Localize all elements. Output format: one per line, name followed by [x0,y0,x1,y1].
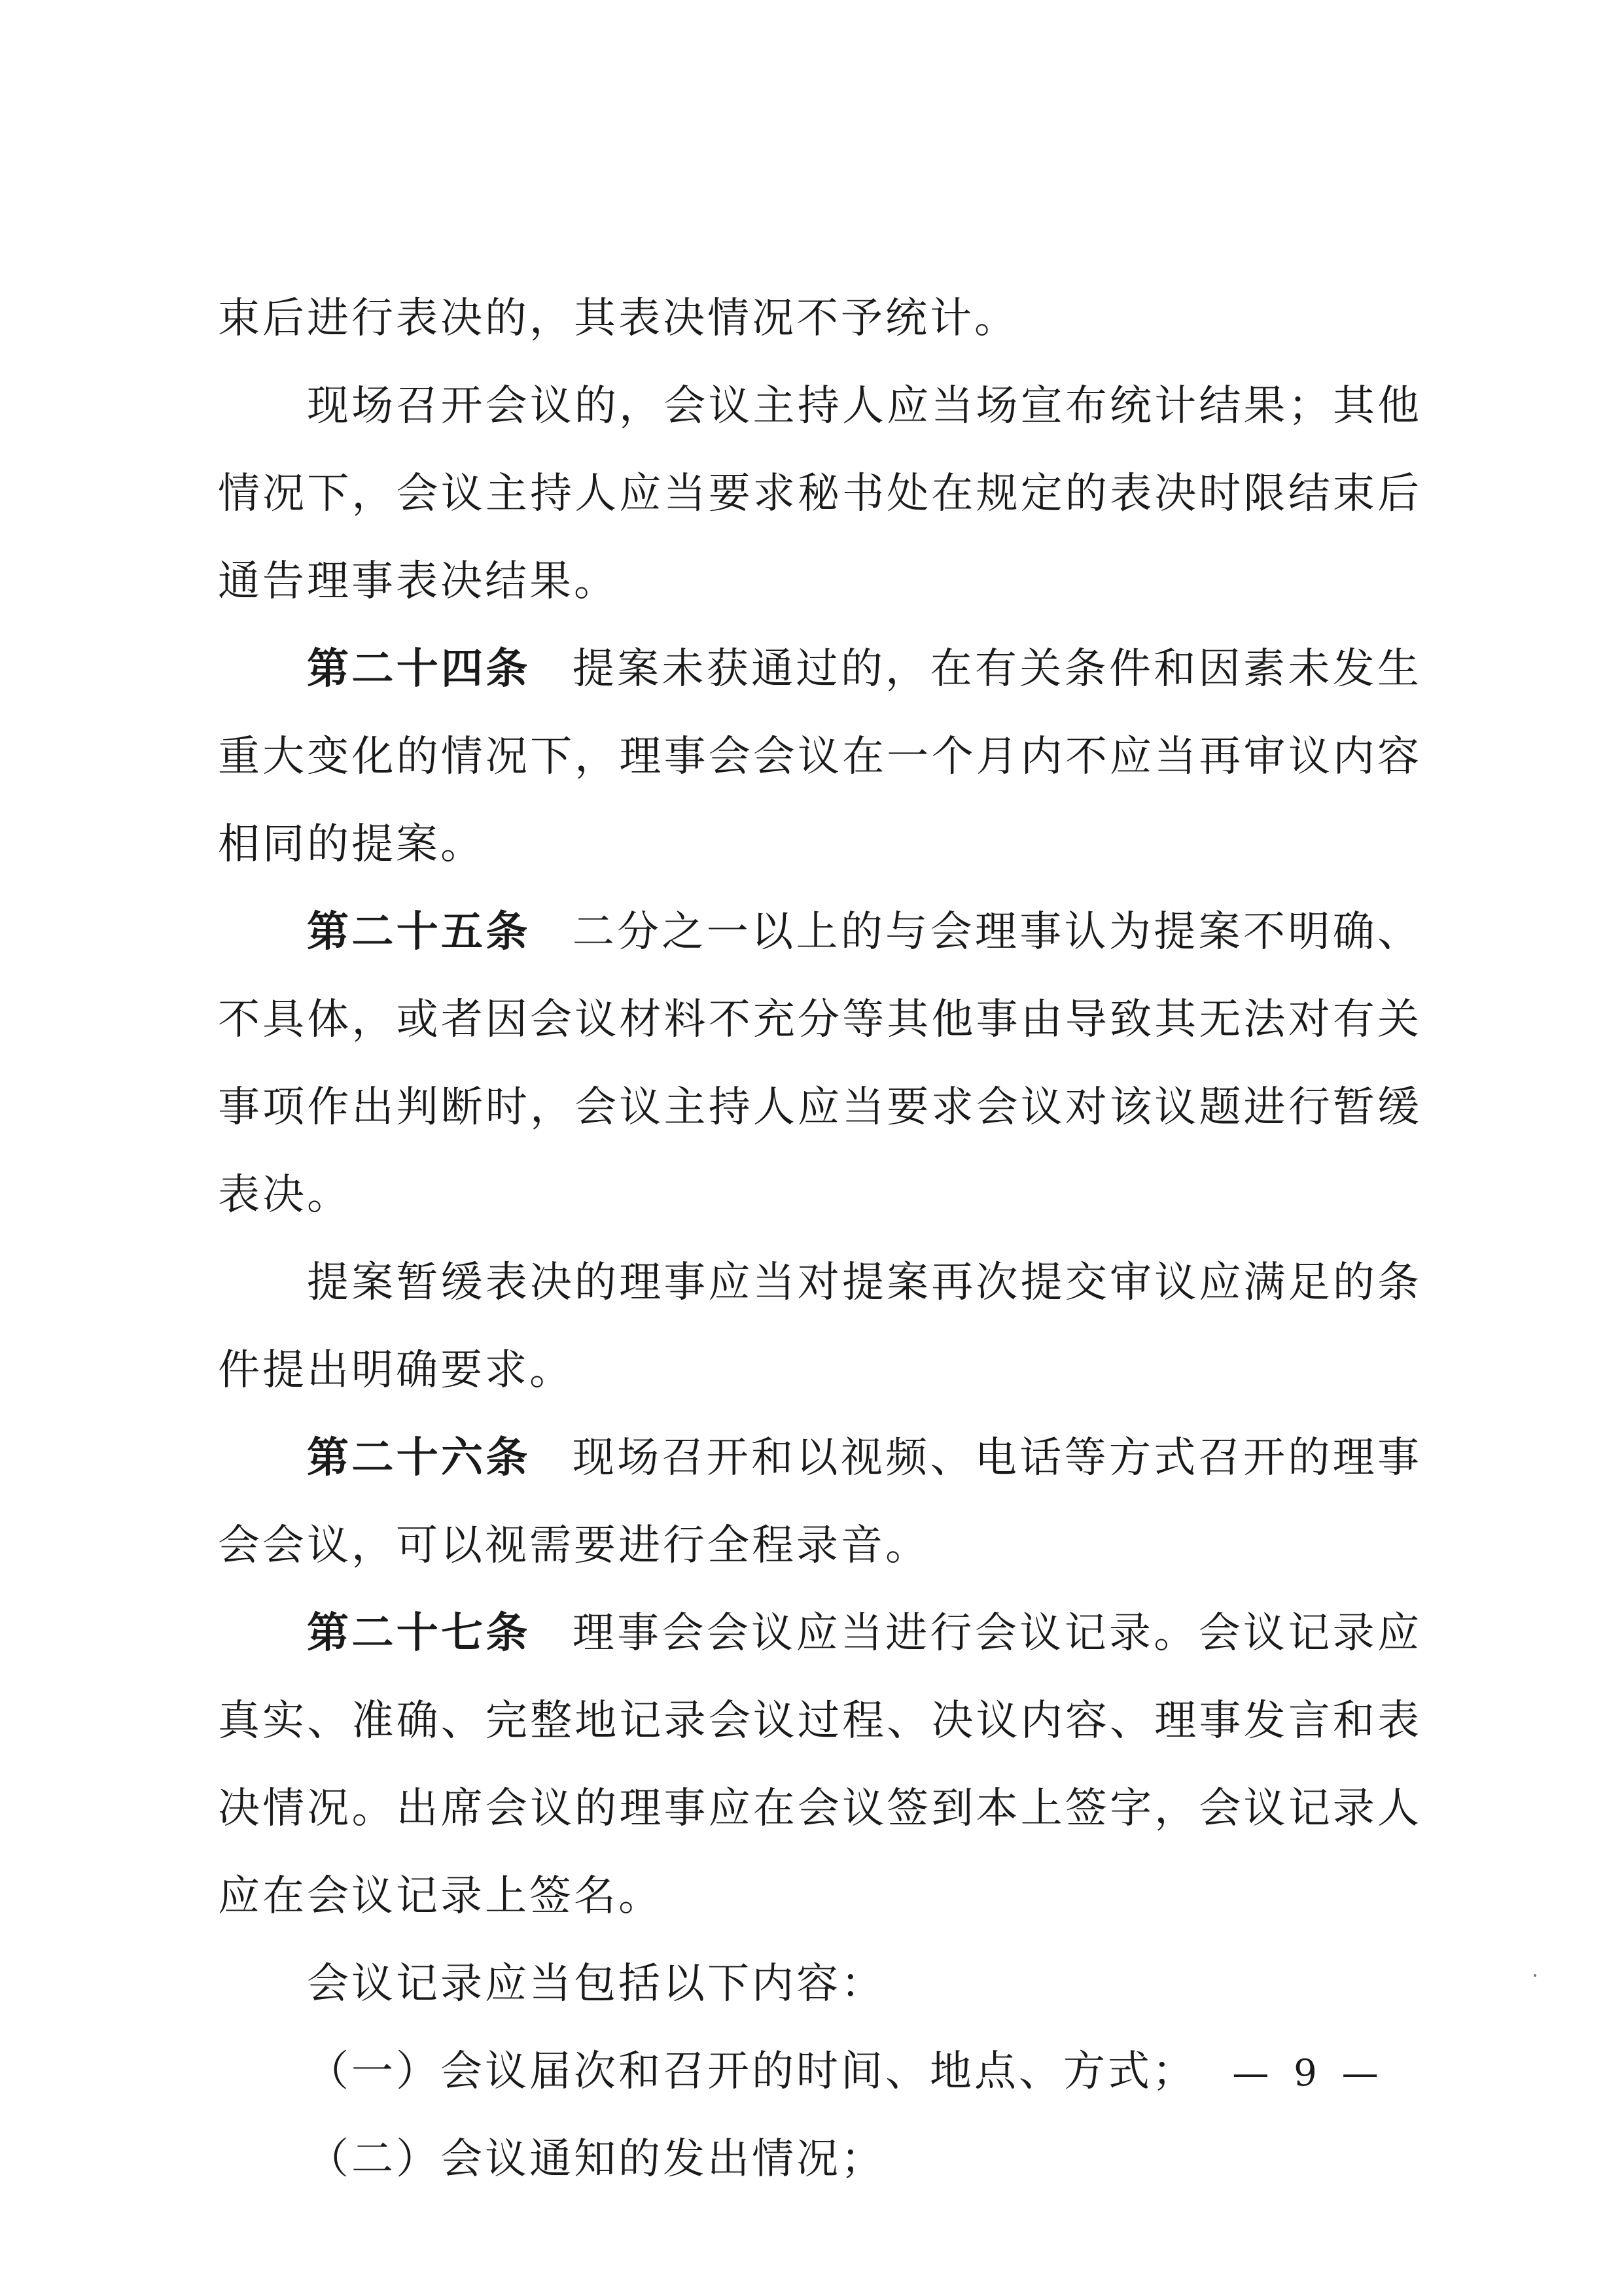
paragraph-text: 现场召开和以视频、电话等方式召开的理事会会议，可以视需要进行全程录音。 [218,1434,1422,1570]
article-heading: 第二十七条 [307,1609,531,1658]
article-25 [218,888,1422,1239]
article-heading: 第二十六条 [307,1433,531,1482]
article-27 [218,1590,1422,1940]
paragraph-text: 会议记录应当包括以下内容： [307,1960,885,2008]
paragraph-deferral [218,1239,1422,1414]
paragraph-continuation [218,275,1422,362]
article-24 [218,625,1422,888]
scan-speck [1534,1974,1536,1977]
paragraph-text: 提案暂缓表决的理事应当对提案再次提交审议应满足的条件提出明确要求。 [218,1259,1422,1395]
paragraph-text: 束后进行表决的，其表决情况不予统计。 [218,294,1019,343]
paragraph-text: 理事会会议应当进行会议记录。会议记录应真实、准确、完整地记录会议过程、决议内容、理事发言和表决情况。出席会议的理事应在会议签到本上签字，会议记录人应在会议记录上签名。 [218,1609,1422,1921]
paragraph-announcement [218,362,1422,625]
article-26 [218,1414,1422,1590]
paragraph-record-contents [218,1940,1422,2028]
paragraph-text: 二分之一以上的与会理事认为提案不明确、不具体，或者因会议材料不充分等其他事由导致其无法对有关事项作出判断时，会议主持人应当要求会议对该议题进行暂缓表决。 [218,908,1422,1219]
document-body [218,275,1422,2203]
article-heading: 第二十五条 [307,907,531,956]
page-number: — 9 — [1232,2052,1385,2095]
article-heading: 第二十四条 [307,644,531,693]
list-item: （二）会议通知的发出情况； [307,2135,885,2183]
paragraph-text: 现场召开会议的，会议主持人应当场宣布统计结果；其他情况下，会议主持人应当要求秘书处在规定的表决时限结束后通告理事表决结果。 [218,382,1422,606]
list-item: （一）会议届次和召开的时间、地点、方式； [307,2047,1197,2096]
paragraph-text: 提案未获通过的，在有关条件和因素未发生重大变化的情况下，理事会会议在一个月内不应当再审议内容相同的提案。 [218,645,1422,869]
